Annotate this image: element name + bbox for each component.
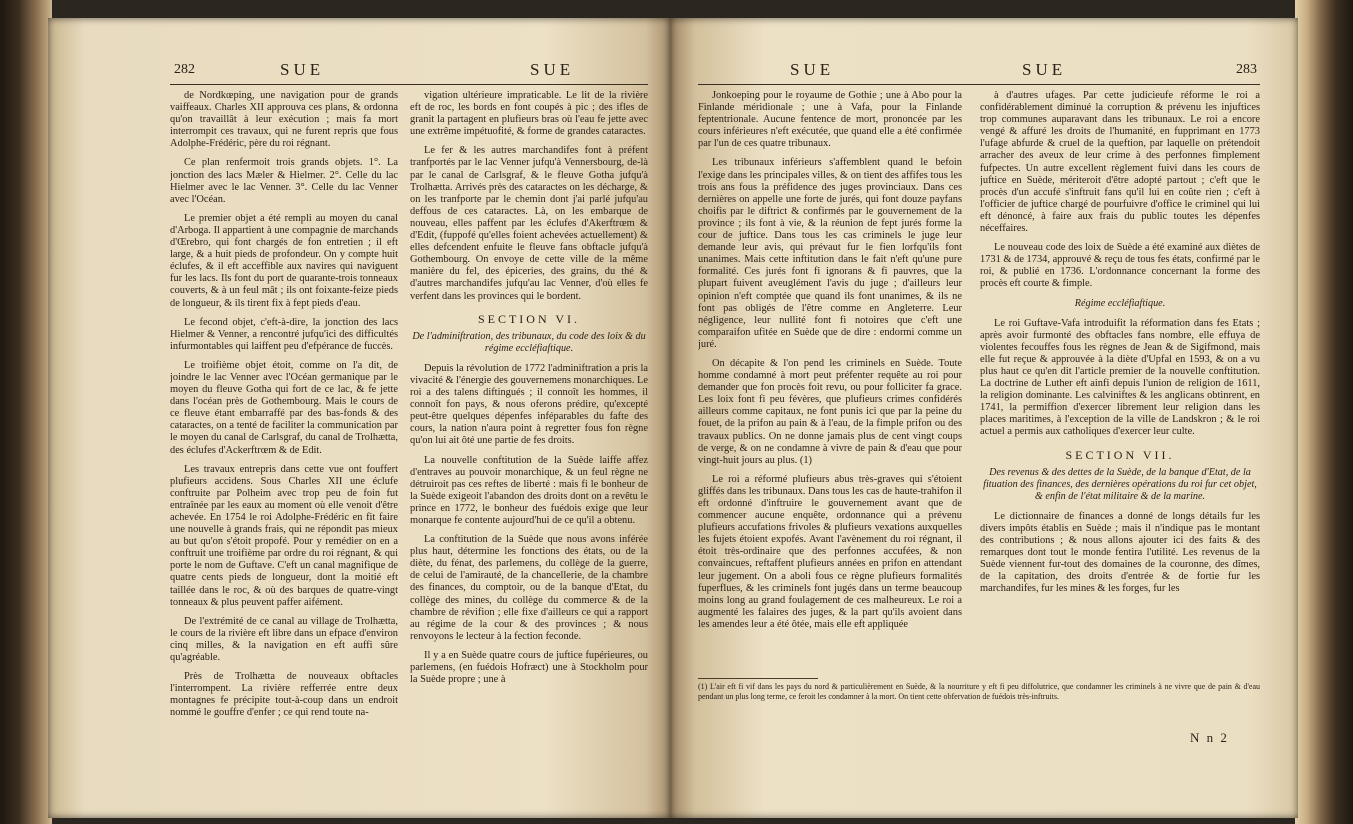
book-edge-right (1295, 0, 1353, 824)
signature-mark: N n 2 (1190, 730, 1229, 745)
left-col1-paragraph: Les travaux entrepris dans cette vue ont fouffert plufieurs accidens. Sous Charles XII une éclufe conftruite par Polheim avec trop peu de foin fut entraînée par les eaux au moment où elle venoit d'être achevée. En 1754 le roi Adolphe-Frédéric en fit faire une nouvelle à grands frais, qui ne répondit pas mieux au but qu'on s'étoit propofé. Pour y remédier on en a conftruit une troifième par ordre du roi régnant, & qui porte le nom de Guftave. C'eft un canal magnifique de quatre cents pieds de longueur, dont la moitié eft taillée dans le roc, & où des barques de quatre-vingt tonneaux & plus peuvent paffer aifément. (170, 463, 398, 608)
right-col2-paragraph: à d'autres ufages. Par cette judicieufe réforme le roi a confidérablement diminué la corruption & prévenu les injuftices trop communes auparavant dans les tribunaux. Le roi a encore vengé & affuré les droits de l'humanité, en fupprimant en 1773 l'ufage abfurde & cruel de la queftion, par laquelle on prétendoit arracher des aveux de leur crime à des perfonnes fimplement fufpectes. Un autre excellent règlement fuivi dans les cours de juftice en Suède, mériteroit d'être adopté partout ; c'eft que le procès d'un accufé s'inftruit fans qu'il lui en coûte rien ; c'eft à l'officier de juftice chargé de pourfuivre d'office le criminel qui lui eft dénoncé, à faire aux frais du public toutes les dépenfes néceffaires. (980, 90, 1260, 235)
left-col1-paragraph: De l'extrémité de ce canal au village de Trolhætta, le cours de la rivière eft libre dans un efpace d'environ cinq milles, & la navigation en eft auffi sûre qu'agréable. (170, 615, 398, 664)
running-head-left-col2: SUE (530, 60, 575, 79)
right-col1-paragraph: Les tribunaux inférieurs s'affemblent quand le befoin l'exige dans les principales villes, & on tient des affifes tous les trois ans fous la préfidence des juges provinciaux. Dans ces dernières on appelle une forte de jurés, qui font douze payfans choifis par le diftrict & confirmés par le gouvernement de la province ; ils font à vie, & la réunion de fept jurés forme la cour de juftice. Dans tous les cas criminels le juge leur demande leur avis, qui prévaut fur le fien lorfqu'ils font unanimes. Mais cette inftitution dans le fait n'eft qu'une pure formalité. Ces jurés font fi ignorans & fi pauvres, que la plupart fuivent aveuglément l'avis du juge ; d'ailleurs leur opinion n'eft comptée que quand ils font unanimes, & ils ne font pas obligés de l'être comme en Angleterre. Leur négligence, leur nullité font fi notoires que c'eft une comparaifon ufitée en Suède que de dire : endormi comme un juré. (698, 157, 962, 350)
left-col1-paragraph: Le fecond objet, c'eft-à-dire, la jonction des lacs Hielmer & Venner, a rencontré jufqu'ici des difficultés infurmontables qui laiffent peu d'efpérance de fuccès. (170, 316, 398, 352)
left-col1-paragraph: Ce plan renfermoit trois grands objets. 1°. La jonction des lacs Mæler & Hielmer. 2°. Celle du lac Hielmer avec le lac Venner. 3°. Celle du lac Venner avec l'Océan. (170, 157, 398, 205)
left-col2-paragraph: Le fer & les autres marchandifes font à préfent tranfportés par le lac Venner jufqu'à Vennersbourg, de-là par le canal de Carlsgraf, & le fleuve Gotha jufqu'à Trolhætta. Arrivés près des cataractes on les décharge, & on les tranfporte par le chemin dont j'ai parlé jufqu'au deffous de ces cataractes. Là, on les embarque de nouveau, elles paffent par les éclufes d'Akerftrœm & d'Edit, (fuppofé qu'elles foient achevées actuellement) & elles defcendent enfuite le fleuve fans obftacle jufqu'à Gothembourg. On envoye de cette ville de la même manière du fel, des épiceries, des grains, du thé & d'autres marchandifes jufqu'au lac Venner, d'où elles fe verfent dans les provinces qui le bordent. (410, 145, 648, 302)
book-edge-left (0, 0, 52, 824)
right-col1-paragraph: Jonkoeping pour le royaume de Gothie ; une à Abo pour la Finlande méridionale ; une à Vafa, pour la Finlande feptentrionale. Aucune fentence de mort, prononcée par les cours inférieures n'eft exécutée, que quand elle a été confirmée par l'un de ces quatre tribunaux. (698, 90, 962, 150)
right-col1-paragraph: On décapite & l'on pend les criminels en Suède. Toute homme condamné à mort peut préfenter requête au roi pour demander que fon procès foit revu, ou pour folliciter fa grace. Les loix font fi peu févères, que plufieurs crimes confidérés ailleurs comme capitaux, ne font punis ici que par la peine du fouet, de la prifon au pain & à l'eau, de la fimple prifon ou des travaux publics. On ne donne jamais plus de cent vingt coups de verge, & on ne condamne à vivre de pain & d'eau que pour vingt-huit jours au plus. (1) (698, 357, 962, 466)
left-col1-paragraph: Près de Trolhætta de nouveaux obftacles l'interrompent. La rivière refferrée entre deux montagnes fe précipite tout-à-coup dans un endroit nommé le gouffre d'enfer ; ce qui rend toute na- (170, 671, 398, 719)
page-number-left: 282 (174, 62, 195, 77)
header-rule-right (698, 84, 1260, 85)
left-page-column-1 (170, 90, 398, 780)
right-col1-paragraph: Le roi a réformé plufieurs abus très-graves qui s'étoient gliffés dans les tribunaux. Dans tous les cas de haute-trahifon il eft ordonné d'inftruire le gouvernement avant que de commencer aucune enquête, ordonnance qui a prévenu plufieurs accufations frivoles & plufieurs vexations auxquelles les fujets étoient expofés. Avant l'avènement du roi régnant, il étoit très-ordinaire que des perfonnes accufées, & non convaincues, reftaffent plufieurs années en prifon en attendant leur jugement. On a aboli fous ce règne plufieurs formalités fuperflues, & les criminels font jugés dans un terme beaucoup moins long au grand foulagement de ces malheureux. Le roi a augmenté les falaires des juges, & la part qu'ils avoient dans les amendes leur a été ôtée, mais elle eft appliquée (698, 473, 962, 630)
left-col1-paragraph: Le troifième objet étoit, comme on l'a dit, de joindre le lac Venner avec l'Océan germanique par le moyen du fleuve Gotha qui fort de ce lac, & fe jette dans l'océan près de Gothembourg. Mais le cours de ce fleuve étant embarraffé par des bas-fonds & des cataractes, on a tenté de faciliter la communication par le moyen du canal de Carlsgraf, du canal de Trolhætta, des éclufes d'Ackerftrœm & de Edit. (170, 359, 398, 456)
page-number-right: 283 (1236, 62, 1257, 77)
running-head-left-col1: SUE (280, 60, 325, 79)
footnote-rule (698, 678, 818, 679)
left-page-column-2 (410, 90, 648, 780)
left-col2-paragraph: La nouvelle conftitution de la Suède laiffe affez d'entraves au pouvoir monarchique, & un feul règne ne détruiroit pas ces reftes de liberté : mais fi le bonheur de la Suède exigeoit l'abandon des droits dont on a revêtu le prince en 1772, le bonheur des fuédois exige que leur monarque fe contente aujourd'hui de ce qu'il a obtenu. (410, 454, 648, 526)
right-page-column-1 (698, 90, 962, 670)
section-vii-subtitle: Des revenus & des dettes de la Suède, de la banque d'Etat, de la fituation des finances, des dernières opérations du roi fur cet objet, & enfin de l'état militaire & de la marine. (983, 466, 1257, 502)
left-col1-paragraph: de Nordkœping, une navigation pour de grands vaiffeaux. Charles XII approuva ces plans, & ordonna qu'on travaillât à leur exécution ; mais fa mort interrompit ces travaux, qui ne furent repris que fous Adolphe-Frédéric, père du roi régnant. (170, 90, 398, 150)
right-col2-paragraph: Le nouveau code des loix de Suède a été examiné aux diètes de 1731 & de 1734, approuvé & reçu de tous fes états, confirmé par le roi, & publié en 1736. L'ordonnance concernant la forme des procès eft courte & fimple. (980, 242, 1260, 290)
regime-ecclesiastique-title: Régime eccléfiaftique. (1074, 297, 1166, 309)
section-vii-title: SECTION VII. (1065, 447, 1175, 462)
right-col2-paragraph: Le dictionnaire de finances a donné de longs détails fur les divers impôts établis en Suède ; mais il n'indique pas le montant des contributions ; & nous allons ajouter ici des faits & des remarques dont tout le monde fentira l'utilité. Les revenus de la Suède viennent fur-tout des domaines de la couronne, des dîmes, de la capitation, des droits d'entrée & de fortie fur les marchandifes, fur les mines & les forges, fur les (980, 510, 1260, 595)
running-head-right-col1: SUE (790, 60, 835, 79)
left-col2-paragraph: vigation ultérieure impraticable. Le lit de la rivière eft de roc, les bords en font coupés à pic ; des ifles de granit la partagent en plufieurs bras où l'eau fe jette avec une extrême impétuofité, & forme de grandes cataractes. (410, 90, 648, 138)
right-col2-paragraph: Le roi Guftave-Vafa introduifit la réformation dans fes Etats ; après avoir furmonté des obftacles fans nombre, elle effuya de violentes fecouffes fous les règnes de Jean & de Sigifmond, mais elle fut reçue & approuvée à la diète d'Upfal en 1593, & on a vu plus haut ce qu'en dit l'article premier de la nouvelle conftitution. La doctrine de Luther eft ainfi depuis l'union de religion de 1611, la religion dominante. Les calviniftes & les anglicans obtinrent, en 1741, la permiffion d'exercer librement leur religion dans les places maritimes, à l'exception de la ville de Landskron ; & le roi actuel a permis aux catholiques d'exercer leur culte. (980, 317, 1260, 438)
left-col2-paragraph: Depuis la révolution de 1772 l'adminiftration a pris la vivacité & l'énergie des gouvernemens monarchiques. Le roi a des talens diftingués ; il connoît les hommes, il connoît fon pays, & nous oferons prédire, qu'excepté peut-être quelques dépenfes inféparables du fafte des cours, la nation n'aura point à regretter fous fon règne qu'on lui ait ôté une partie de fes droits. (410, 362, 648, 447)
left-col1-paragraph: Le premier objet a été rempli au moyen du canal d'Arboga. Il appartient à une compagnie de marchands d'Œrebro, qui font chargés de fon entretien ; il eft large, & a huit pieds de profondeur. On y compte huit éclufes, & il eft acceffible aux navires qui naviguent fur les lacs. Ils font du port de quarante-trois tonneaux couverts, & à un feul mât ; ils ont foixante-feize pieds de longueur, & ils tirent fix à fept pieds d'eau. (170, 212, 398, 309)
left-col2-paragraph: La conftitution de la Suède que nous avons inférée plus haut, détermine les fonctions des états, ou de la diète, du fénat, des parlemens, du collège de la guerre, de celui de l'amirauté, de la chancellerie, de la chambre des finances, du comptoir, ou de la banque d'Etat, du collège des mines, du collège du commerce & de la chambre de révifion ; elle fixe d'ailleurs ce qui a rapport au régime de la cour & des provinces ; & nous renvoyons le lecteur à la fection feconde. (410, 534, 648, 642)
section-vi-title: SECTION VI. (477, 311, 581, 326)
right-page (670, 18, 1298, 818)
left-page (48, 18, 670, 818)
footnote: (1) L'air eft fi vif dans les pays du nord & particulièrement en Suède, & la nourriture y eft fi peu diffolutrice, que condamner les criminels à ne vivre que de pain & d'eau pendant un plus long terme, ce feroit les condamner à la mort. On tient cette obfervation de fuédois très-inftruits. (698, 682, 1260, 701)
running-head-right-col2: SUE (1022, 60, 1067, 79)
header-rule-left (170, 84, 648, 85)
right-page-column-2 (980, 90, 1260, 670)
section-vi-subtitle: De l'adminiftration, des tribunaux, du code des loix & du régime eccléfiaftique. (412, 330, 646, 354)
left-col2-paragraph: Il y a en Suède quatre cours de juftice fupérieures, ou parlemens, (en fuédois Hofræct) une à Stockholm pour la Suède propre ; une à (410, 649, 648, 686)
